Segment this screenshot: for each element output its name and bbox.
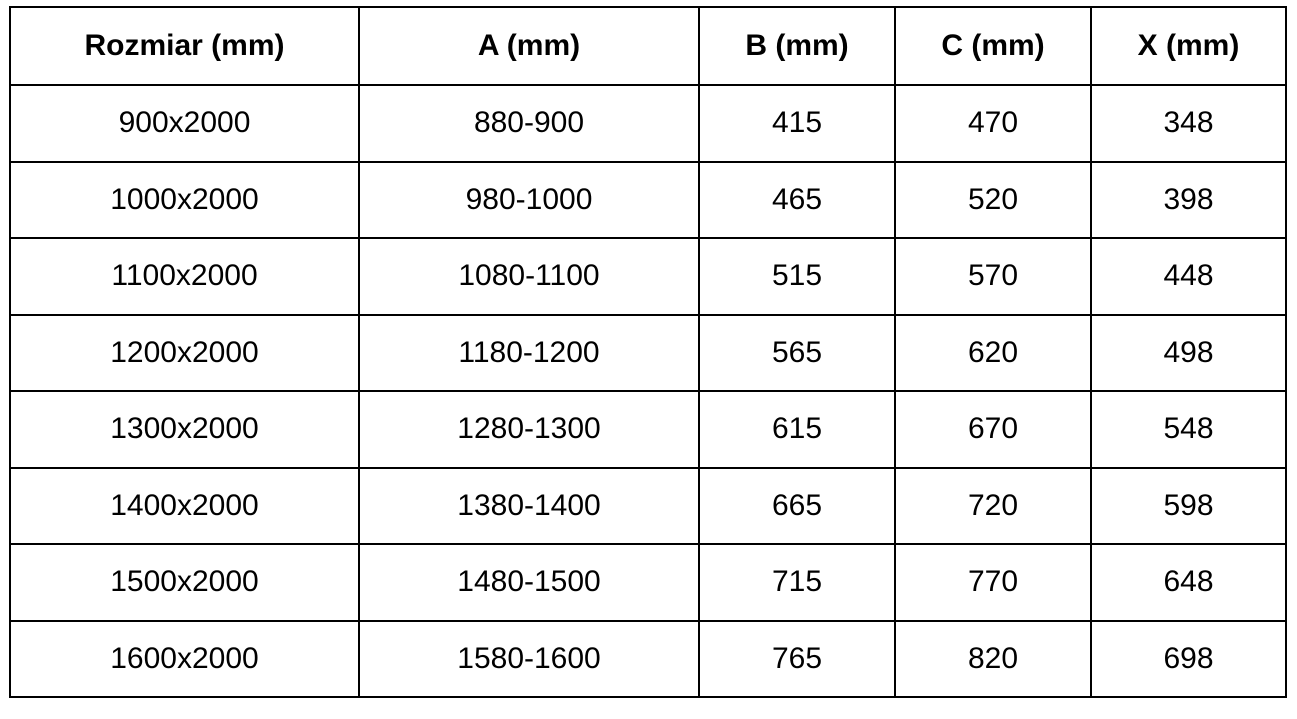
column-header-rozmiar: Rozmiar (mm)	[10, 7, 359, 85]
dimensions-table	[9, 6, 1287, 698]
cell-rozmiar: 1100x2000	[10, 238, 359, 315]
cell-a: 1180-1200	[359, 315, 699, 392]
cell-b: 665	[699, 468, 895, 545]
table-row	[10, 391, 1286, 468]
cell-rozmiar: 1500x2000	[10, 544, 359, 621]
cell-a: 1080-1100	[359, 238, 699, 315]
table-head	[10, 7, 1286, 85]
cell-rozmiar: 1600x2000	[10, 621, 359, 698]
table-row	[10, 621, 1286, 698]
header-row	[10, 7, 1286, 85]
table-row	[10, 85, 1286, 162]
cell-c: 820	[895, 621, 1091, 698]
cell-c: 770	[895, 544, 1091, 621]
table-row	[10, 544, 1286, 621]
cell-a: 980-1000	[359, 162, 699, 239]
cell-rozmiar: 1200x2000	[10, 315, 359, 392]
cell-rozmiar: 900x2000	[10, 85, 359, 162]
cell-x: 448	[1091, 238, 1286, 315]
cell-x: 348	[1091, 85, 1286, 162]
column-header-b: B (mm)	[699, 7, 895, 85]
cell-c: 470	[895, 85, 1091, 162]
cell-x: 498	[1091, 315, 1286, 392]
cell-a: 1280-1300	[359, 391, 699, 468]
cell-c: 670	[895, 391, 1091, 468]
cell-x: 548	[1091, 391, 1286, 468]
cell-rozmiar: 1000x2000	[10, 162, 359, 239]
cell-b: 615	[699, 391, 895, 468]
cell-a: 1580-1600	[359, 621, 699, 698]
cell-b: 565	[699, 315, 895, 392]
column-header-x: X (mm)	[1091, 7, 1286, 85]
cell-a: 1380-1400	[359, 468, 699, 545]
cell-b: 715	[699, 544, 895, 621]
table-row	[10, 238, 1286, 315]
table-row	[10, 162, 1286, 239]
cell-b: 515	[699, 238, 895, 315]
table-row	[10, 315, 1286, 392]
cell-rozmiar: 1400x2000	[10, 468, 359, 545]
cell-a: 1480-1500	[359, 544, 699, 621]
cell-c: 720	[895, 468, 1091, 545]
cell-c: 620	[895, 315, 1091, 392]
cell-x: 648	[1091, 544, 1286, 621]
cell-a: 880-900	[359, 85, 699, 162]
column-header-c: C (mm)	[895, 7, 1091, 85]
cell-c: 520	[895, 162, 1091, 239]
cell-x: 698	[1091, 621, 1286, 698]
cell-b: 765	[699, 621, 895, 698]
cell-c: 570	[895, 238, 1091, 315]
cell-x: 598	[1091, 468, 1286, 545]
column-header-a: A (mm)	[359, 7, 699, 85]
table-row	[10, 468, 1286, 545]
table-body	[10, 85, 1286, 697]
cell-b: 415	[699, 85, 895, 162]
cell-rozmiar: 1300x2000	[10, 391, 359, 468]
cell-b: 465	[699, 162, 895, 239]
cell-x: 398	[1091, 162, 1286, 239]
page	[0, 6, 1297, 719]
